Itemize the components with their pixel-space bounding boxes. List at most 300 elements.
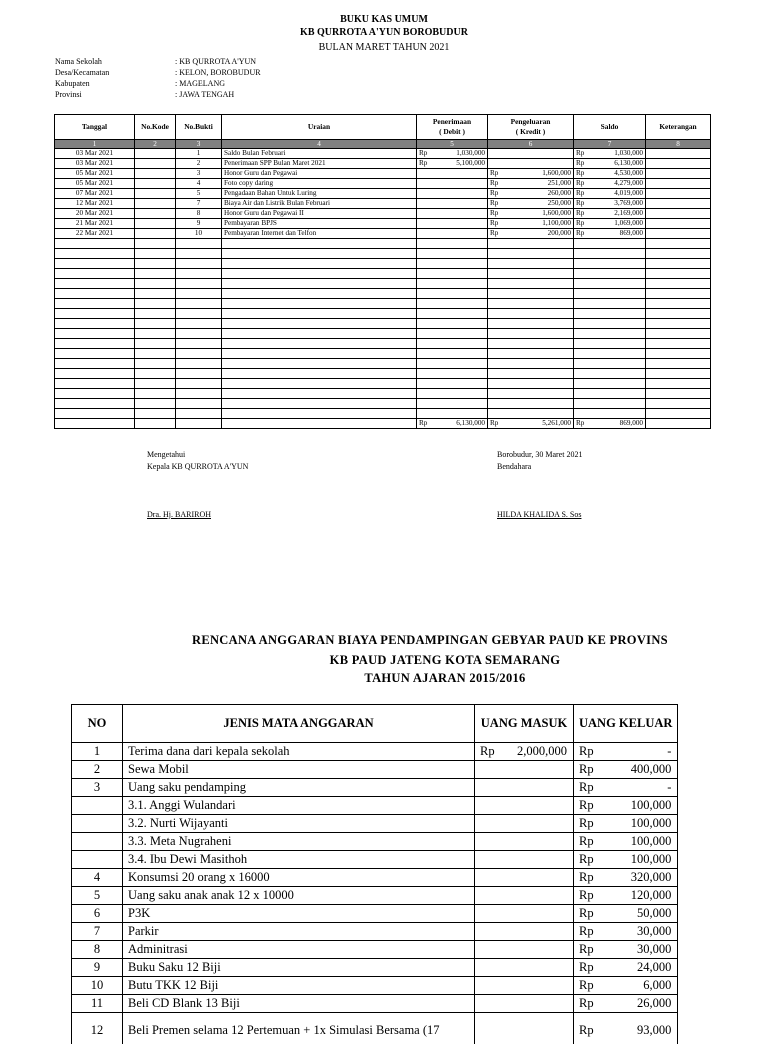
table-row — [72, 995, 678, 1013]
cell-tanggal: 03 Mar 2021 — [55, 149, 135, 159]
cell-jenis: Sewa Mobil — [123, 761, 475, 779]
cell-kredit-rp — [488, 369, 502, 379]
cell-no-kode — [135, 379, 176, 389]
total-row — [55, 419, 711, 429]
cell-masuk-rp — [475, 905, 499, 923]
cell-keluar: 93,000 — [599, 1013, 678, 1044]
col-penerimaan — [417, 115, 488, 140]
cell-no-bukti — [176, 299, 222, 309]
cell-tanggal — [55, 259, 135, 269]
table-row — [55, 389, 711, 399]
cell-saldo-rp — [574, 309, 588, 319]
table-row — [55, 379, 711, 389]
cell-no-bukti: 5 — [176, 189, 222, 199]
cell-saldo-rp: Rp — [574, 189, 588, 199]
cell-saldo — [588, 279, 646, 289]
cell-keluar: 6,000 — [599, 977, 678, 995]
cell-keluar: 100,000 — [599, 797, 678, 815]
table-row — [55, 219, 711, 229]
cell-debit — [431, 279, 488, 289]
col-no-kode: No.Kode — [135, 115, 176, 140]
cell-saldo — [588, 239, 646, 249]
cell-saldo-rp — [574, 409, 588, 419]
cell-jenis: P3K — [123, 905, 475, 923]
cell-tanggal — [55, 379, 135, 389]
cell-no-bukti — [176, 259, 222, 269]
cell-saldo-rp: Rp — [574, 169, 588, 179]
cell-no-kode — [135, 239, 176, 249]
col-pengeluaran-sub: ( Kredit ) — [516, 127, 545, 136]
cell-masuk — [499, 851, 574, 869]
cell-saldo — [588, 289, 646, 299]
cell-no: 4 — [72, 869, 123, 887]
cell-saldo-rp — [574, 399, 588, 409]
cell-masuk — [499, 869, 574, 887]
cell-debit-rp — [417, 359, 431, 369]
cell-no-bukti — [176, 289, 222, 299]
cell-no-kode — [135, 189, 176, 199]
cell-uraian — [222, 319, 417, 329]
cell-debit-rp — [417, 289, 431, 299]
cell-no-kode — [135, 249, 176, 259]
cell-no: 8 — [72, 941, 123, 959]
cell-saldo — [588, 329, 646, 339]
cell-kredit — [502, 349, 574, 359]
cell-keterangan — [646, 379, 711, 389]
cell-keluar-rp: Rp — [574, 851, 600, 869]
cell-kredit: 260,000 — [502, 189, 574, 199]
info-provinsi — [55, 90, 234, 99]
table-row — [55, 349, 711, 359]
cell-debit-rp — [417, 329, 431, 339]
table-row — [55, 259, 711, 269]
cell-keluar-rp: Rp — [574, 743, 600, 761]
rab-title: RENCANA ANGGARAN BIAYA PENDAMPINGAN GEBYAR PAUD KE PROVINS — [192, 633, 698, 648]
cell-keterangan — [646, 179, 711, 189]
cell-uraian — [222, 329, 417, 339]
cell-saldo-rp — [574, 249, 588, 259]
cell-no-kode — [135, 309, 176, 319]
cell-jenis: 3.4. Ibu Dewi Masithoh — [123, 851, 475, 869]
cell-no-bukti: 9 — [176, 219, 222, 229]
col-uang-keluar: UANG KELUAR — [574, 705, 678, 743]
cell-kredit: 1,600,000 — [502, 169, 574, 179]
cell-uraian — [222, 399, 417, 409]
cell-no — [72, 797, 123, 815]
cell-saldo: 3,769,000 — [588, 199, 646, 209]
cell-debit-rp — [417, 179, 431, 189]
table-row — [55, 289, 711, 299]
col-tanggal: Tanggal — [55, 115, 135, 140]
kas-org: KB QURROTA A'YUN BOROBUDUR — [0, 27, 768, 38]
cell-keterangan — [646, 409, 711, 419]
cell-debit-rp — [417, 309, 431, 319]
cell-uraian — [222, 309, 417, 319]
cell-kredit — [502, 249, 574, 259]
cell-debit — [431, 269, 488, 279]
cell-keluar: 400,000 — [599, 761, 678, 779]
cell-tanggal: 07 Mar 2021 — [55, 189, 135, 199]
cell-masuk — [499, 941, 574, 959]
cell-uraian: Penerimaan SPP Bulan Maret 2021 — [222, 159, 417, 169]
cell-keluar-rp: Rp — [574, 923, 600, 941]
cell-no-kode — [135, 339, 176, 349]
cell-kredit — [502, 289, 574, 299]
cell-debit — [431, 319, 488, 329]
cell-kredit — [502, 299, 574, 309]
cell-no: 2 — [72, 761, 123, 779]
cell-keluar-rp: Rp — [574, 995, 600, 1013]
cell-uraian — [222, 419, 417, 429]
cell-no-bukti — [176, 329, 222, 339]
cell-saldo-rp — [574, 379, 588, 389]
cell-no-bukti — [176, 269, 222, 279]
cell-saldo-rp — [574, 259, 588, 269]
cell-saldo — [588, 309, 646, 319]
table-row — [72, 905, 678, 923]
table-row — [55, 239, 711, 249]
cell-debit-rp — [417, 299, 431, 309]
cell-tanggal — [55, 389, 135, 399]
cell-kredit-rp — [488, 389, 502, 399]
cell-no-bukti: 8 — [176, 209, 222, 219]
cell-no-kode — [135, 329, 176, 339]
cell-no: 10 — [72, 977, 123, 995]
cell-no-bukti — [176, 249, 222, 259]
cell-saldo-rp: Rp — [574, 199, 588, 209]
cell-saldo — [588, 299, 646, 309]
table-row — [72, 743, 678, 761]
cell-kredit-rp — [488, 349, 502, 359]
cell-debit-rp — [417, 169, 431, 179]
cell-keterangan — [646, 239, 711, 249]
cell-masuk-rp — [475, 815, 499, 833]
table-row — [55, 399, 711, 409]
cell-keterangan — [646, 419, 711, 429]
cell-keterangan — [646, 369, 711, 379]
cell-kredit — [502, 379, 574, 389]
info-label: Nama Sekolah — [55, 57, 175, 66]
col-number: 3 — [176, 140, 222, 149]
cell-uraian — [222, 359, 417, 369]
cell-debit — [431, 289, 488, 299]
cell-saldo-rp — [574, 319, 588, 329]
cell-no-kode — [135, 209, 176, 219]
table-row — [55, 159, 711, 169]
cell-keterangan — [646, 309, 711, 319]
cell-kredit — [502, 329, 574, 339]
table-row — [55, 409, 711, 419]
cell-keluar: 100,000 — [599, 815, 678, 833]
cell-kredit-rp: Rp — [488, 229, 502, 239]
col-pengeluaran-label: Pengeluaran — [511, 117, 551, 126]
rab-subtitle: KB PAUD JATENG KOTA SEMARANG — [192, 653, 698, 668]
cell-keluar-rp: Rp — [574, 941, 600, 959]
cell-keterangan — [646, 389, 711, 399]
cell-saldo-rp: Rp — [574, 219, 588, 229]
cell-saldo-rp — [574, 329, 588, 339]
cell-debit — [431, 189, 488, 199]
cell-masuk-rp — [475, 869, 499, 887]
cell-kredit — [502, 279, 574, 289]
rab-table — [71, 704, 678, 1044]
col-penerimaan-label: Penerimaan — [433, 117, 471, 126]
cell-keluar: 320,000 — [599, 869, 678, 887]
cell-no-kode — [135, 399, 176, 409]
cell-uraian: Pembayaran Internet dan Telfon — [222, 229, 417, 239]
cell-debit — [431, 229, 488, 239]
cell-no: 1 — [72, 743, 123, 761]
cell-saldo-rp — [574, 269, 588, 279]
cell-kredit-rp — [488, 249, 502, 259]
cell-kredit — [502, 339, 574, 349]
cell-keterangan — [646, 299, 711, 309]
cell-jenis: 3.3. Meta Nugraheni — [123, 833, 475, 851]
cell-no-kode — [135, 419, 176, 429]
sign-bendahara: Bendahara — [497, 462, 531, 471]
cell-jenis: Terima dana dari kepala sekolah — [123, 743, 475, 761]
cell-jenis: Beli Premen selama 12 Pertemuan + 1x Simulasi Bersama (17 — [123, 1013, 475, 1044]
cell-masuk — [499, 761, 574, 779]
cell-no-bukti: 10 — [176, 229, 222, 239]
cell-no-kode — [135, 349, 176, 359]
cell-saldo-rp — [574, 349, 588, 359]
cell-tanggal — [55, 319, 135, 329]
cell-debit — [431, 199, 488, 209]
cell-no-kode — [135, 299, 176, 309]
col-jenis: JENIS MATA ANGGARAN — [123, 705, 475, 743]
info-value: : KB QURROTA A'YUN — [175, 57, 256, 66]
cell-kredit — [502, 149, 574, 159]
cell-masuk-rp — [475, 941, 499, 959]
info-label: Provinsi — [55, 90, 175, 99]
cell-uraian — [222, 389, 417, 399]
col-number: 8 — [646, 140, 711, 149]
cell-saldo — [588, 259, 646, 269]
cell-tanggal: 05 Mar 2021 — [55, 179, 135, 189]
cell-masuk — [499, 815, 574, 833]
table-row — [72, 887, 678, 905]
cell-masuk-rp — [475, 797, 499, 815]
cell-debit-rp — [417, 319, 431, 329]
cell-jenis: 3.2. Nurti Wijayanti — [123, 815, 475, 833]
kas-table — [54, 114, 711, 429]
table-row — [55, 249, 711, 259]
cell-jenis: Adminitrasi — [123, 941, 475, 959]
kas-period: BULAN MARET TAHUN 2021 — [0, 42, 768, 53]
cell-keluar-rp: Rp — [574, 833, 600, 851]
cell-debit-rp — [417, 259, 431, 269]
cell-masuk — [499, 833, 574, 851]
cell-uraian: Biaya Air dan Listrik Bulan Februari — [222, 199, 417, 209]
cell-kredit: 1,100,000 — [502, 219, 574, 229]
cell-no-bukti: 4 — [176, 179, 222, 189]
cell-masuk — [499, 923, 574, 941]
table-row — [72, 815, 678, 833]
cell-keluar: 100,000 — [599, 833, 678, 851]
cell-tanggal — [55, 249, 135, 259]
cell-no-bukti — [176, 399, 222, 409]
cell-no-kode — [135, 259, 176, 269]
cell-saldo-rp — [574, 339, 588, 349]
cell-kredit-rp — [488, 279, 502, 289]
cell-masuk — [499, 1013, 574, 1044]
col-no: NO — [72, 705, 123, 743]
cell-kredit — [502, 269, 574, 279]
table-row — [72, 923, 678, 941]
cell-debit — [431, 209, 488, 219]
kas-body — [55, 149, 711, 429]
cell-no-bukti — [176, 349, 222, 359]
cell-no-kode — [135, 219, 176, 229]
cell-debit-rp — [417, 249, 431, 259]
col-uraian: Uraian — [222, 115, 417, 140]
cell-no-kode — [135, 409, 176, 419]
cell-tanggal — [55, 239, 135, 249]
cell-kredit — [502, 409, 574, 419]
cell-saldo-rp — [574, 389, 588, 399]
cell-no-kode — [135, 359, 176, 369]
cell-kredit-rp — [488, 289, 502, 299]
cell-saldo — [588, 359, 646, 369]
cell-kredit-rp — [488, 299, 502, 309]
cell-masuk — [499, 905, 574, 923]
cell-tanggal — [55, 339, 135, 349]
cell-saldo — [588, 389, 646, 399]
cell-uraian: Pembayaran BPJS — [222, 219, 417, 229]
cell-no-kode — [135, 269, 176, 279]
cell-no: 7 — [72, 923, 123, 941]
cell-saldo-rp: Rp — [574, 209, 588, 219]
cell-saldo — [588, 319, 646, 329]
table-row — [72, 869, 678, 887]
cell-debit — [431, 389, 488, 399]
cell-kredit-rp — [488, 159, 502, 169]
cell-tanggal: 03 Mar 2021 — [55, 159, 135, 169]
cell-kredit: 251,000 — [502, 179, 574, 189]
cell-no-kode — [135, 279, 176, 289]
cell-keterangan — [646, 229, 711, 239]
cell-saldo: 2,169,000 — [588, 209, 646, 219]
cell-debit: 6,130,000 — [431, 419, 488, 429]
table-row — [72, 1013, 678, 1044]
cell-kredit — [502, 159, 574, 169]
cell-kredit-rp — [488, 269, 502, 279]
cell-keterangan — [646, 209, 711, 219]
cell-uraian — [222, 289, 417, 299]
cell-debit — [431, 339, 488, 349]
kas-title: BUKU KAS UMUM — [0, 14, 768, 25]
cell-saldo-rp — [574, 369, 588, 379]
cell-debit-rp — [417, 239, 431, 249]
cell-no: 12 — [72, 1013, 123, 1044]
col-pengeluaran — [488, 115, 574, 140]
cell-saldo-rp — [574, 299, 588, 309]
cell-kredit-rp — [488, 359, 502, 369]
cell-kredit-rp — [488, 319, 502, 329]
cell-no-kode — [135, 199, 176, 209]
cell-debit-rp — [417, 199, 431, 209]
cell-keluar-rp: Rp — [574, 887, 600, 905]
table-row — [55, 149, 711, 159]
cell-saldo — [588, 409, 646, 419]
cell-no-bukti — [176, 339, 222, 349]
cell-debit-rp — [417, 389, 431, 399]
cell-masuk-rp — [475, 977, 499, 995]
cell-keluar-rp: Rp — [574, 779, 600, 797]
table-row — [55, 199, 711, 209]
cell-debit — [431, 409, 488, 419]
cell-no — [72, 833, 123, 851]
cell-keterangan — [646, 249, 711, 259]
cell-saldo-rp: Rp — [574, 179, 588, 189]
cell-tanggal: 12 Mar 2021 — [55, 199, 135, 209]
cell-kredit — [502, 239, 574, 249]
cell-keluar: 30,000 — [599, 923, 678, 941]
table-row — [55, 299, 711, 309]
cell-tanggal: 22 Mar 2021 — [55, 229, 135, 239]
cell-debit — [431, 249, 488, 259]
cell-kredit — [502, 389, 574, 399]
cell-tanggal — [55, 359, 135, 369]
cell-masuk-rp: Rp — [475, 743, 499, 761]
cell-no-bukti — [176, 309, 222, 319]
table-row — [55, 319, 711, 329]
cell-jenis: Uang saku anak anak 12 x 10000 — [123, 887, 475, 905]
cell-keterangan — [646, 279, 711, 289]
cell-debit — [431, 169, 488, 179]
cell-kredit-rp — [488, 259, 502, 269]
cell-debit — [431, 299, 488, 309]
cell-saldo — [588, 269, 646, 279]
cell-saldo-rp — [574, 279, 588, 289]
cell-keterangan — [646, 349, 711, 359]
cell-kredit-rp — [488, 399, 502, 409]
cell-kredit-rp — [488, 239, 502, 249]
cell-kredit — [502, 309, 574, 319]
cell-no-kode — [135, 149, 176, 159]
info-kabupaten — [55, 79, 225, 88]
sign-kepala: Kepala KB QURROTA A'YUN — [147, 462, 248, 471]
cell-masuk-rp — [475, 833, 499, 851]
cell-kredit: 250,000 — [502, 199, 574, 209]
cell-keterangan — [646, 399, 711, 409]
cell-saldo: 4,019,000 — [588, 189, 646, 199]
cell-keterangan — [646, 329, 711, 339]
cell-debit-rp — [417, 279, 431, 289]
cell-keterangan — [646, 259, 711, 269]
cell-debit-rp — [417, 399, 431, 409]
cell-saldo-rp: Rp — [574, 229, 588, 239]
sign-kepala-name: Dra. Hj. BARIROH — [147, 510, 211, 519]
cell-debit-rp — [417, 209, 431, 219]
cell-saldo-rp: Rp — [574, 149, 588, 159]
cell-no-kode — [135, 289, 176, 299]
cell-saldo — [588, 339, 646, 349]
cell-keluar: 24,000 — [599, 959, 678, 977]
cell-masuk-rp — [475, 923, 499, 941]
cell-no-bukti — [176, 419, 222, 429]
cell-kredit-rp: Rp — [488, 219, 502, 229]
cell-debit: 1,030,000 — [431, 149, 488, 159]
cell-uraian: Honor Guru dan Pegawai II — [222, 209, 417, 219]
cell-masuk — [499, 797, 574, 815]
cell-no-bukti — [176, 359, 222, 369]
cell-no-kode — [135, 389, 176, 399]
sign-place-date: Borobudur, 30 Maret 2021 — [497, 450, 582, 459]
cell-tanggal — [55, 289, 135, 299]
col-no-bukti: No.Bukti — [176, 115, 222, 140]
